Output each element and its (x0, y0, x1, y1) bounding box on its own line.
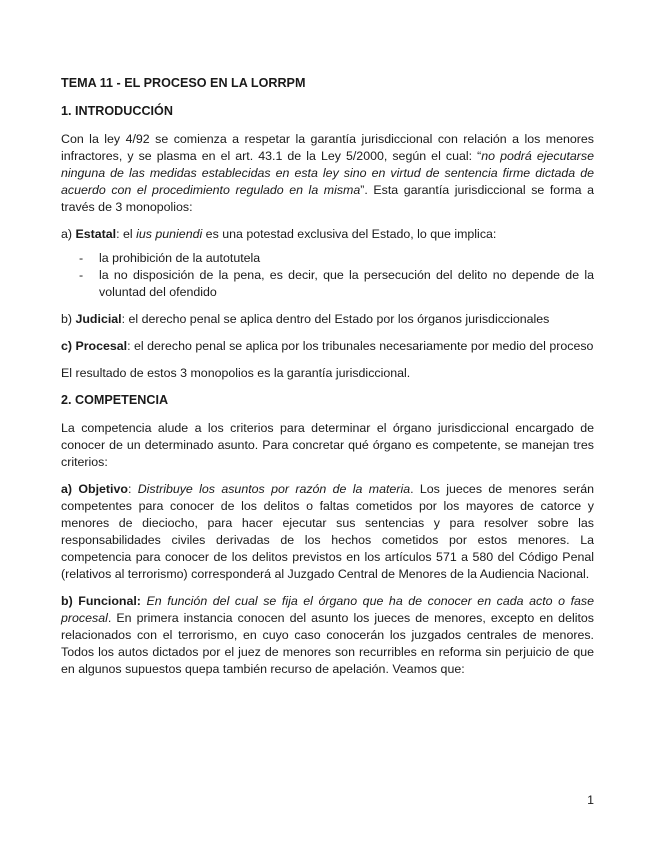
document-title: TEMA 11 - EL PROCESO EN LA LORRPM (61, 76, 306, 90)
list-item (61, 267, 594, 301)
objetivo-label: a) Objetivo (61, 482, 128, 496)
estatal-label: Estatal (75, 227, 117, 241)
list-item (61, 250, 594, 267)
intro-paragraph (61, 131, 594, 216)
list-item-text: la prohibición de la autotutela (99, 251, 261, 265)
funcional-text: . En primera instancia conocen del asunto los jueces de menores, excepto en delitos relacionados con el terrorismo, en cuyo caso conocerán los juzgados centrales de menores. Todos los autos dictados por el juez de menores son recurribles en reforma sin perjuicio de que en algunos supuestos quepa también recurso de apelación. Veamos que: (61, 611, 594, 676)
estatal-term: ius puniendi (136, 227, 203, 241)
document-page (61, 75, 594, 688)
page-number: 1 (587, 793, 594, 807)
objetivo-definition: Distribuye los asuntos por razón de la materia (137, 482, 411, 496)
dash-bullet-icon: - (79, 268, 84, 282)
objetivo-sep: : (127, 482, 138, 496)
estatal-bullet-list (61, 250, 594, 301)
judicial-text: : el derecho penal se aplica dentro del Estado por los órganos jurisdiccionales (121, 312, 550, 326)
judicial-label: Judicial (75, 312, 122, 326)
procesal-text: : el derecho penal se aplica por los tribunales necesariamente por medio del proceso (127, 339, 594, 353)
judicial-prefix: b) (61, 312, 76, 326)
monopolio-procesal (61, 338, 594, 355)
funcional-label: b) Funcional: (61, 594, 141, 608)
intro-result: El resultado de estos 3 monopolios es la garantía jurisdiccional. (61, 366, 411, 380)
funcional-definition: En función del cual se fija el órgano que ha de conocer en cada acto o fase procesal (61, 594, 595, 625)
criterio-objetivo (61, 481, 594, 583)
procesal-label: c) Procesal (61, 339, 128, 353)
monopolio-estatal (61, 226, 594, 243)
list-item-text: la no disposición de la pena, es decir, que la persecución del delito no depende de la voluntad del ofendido (99, 268, 594, 299)
estatal-text-2: es una potestad exclusiva del Estado, lo que implica: (202, 227, 497, 241)
intro-text-2: ”. Esta garantía jurisdiccional se forma a través de 3 monopolios: (61, 183, 594, 214)
criterio-funcional (61, 593, 594, 678)
section-heading-introduccion: 1. INTRODUCCIÓN (61, 104, 173, 118)
dash-bullet-icon: - (79, 251, 84, 265)
intro-quote: no podrá ejecutarse ninguna de las medidas establecidas en esta ley sino en virtud de sentencia firme dictada de acuerdo con el procedimiento regulado en la misma (61, 149, 595, 197)
competencia-paragraph: La competencia alude a los criterios para determinar el órgano jurisdiccional encargado de conocer de un determinado asunto. Para concretar qué órgano es competente, se manejan tres criterios: (61, 421, 594, 469)
monopolio-judicial (61, 311, 594, 328)
objetivo-text: . Los jueces de menores serán competentes para conocer de los delitos o faltas cometidos por los mayores de catorce y menores de dieciocho, para hacer ejecutar sus sentencias y para resolver sobre las responsabilidades civiles derivadas de los hechos cometidos por estos menores. La competencia para conocer de los delitos previstos en los artículos 571 a 580 del Código Penal (relativos al terrorismo) corresponderá al Juzgado Central de Menores de la Audiencia Nacional. (61, 482, 595, 581)
section-heading-competencia: 2. COMPETENCIA (61, 393, 169, 407)
estatal-prefix: a) (61, 227, 76, 241)
estatal-text-1: : el (116, 227, 137, 241)
intro-text-1: Con la ley 4/92 se comienza a respetar la garantía jurisdiccional con relación a los menores infractores, y se plasma en el art. 43.1 de la Ley 5/2000, según el cual: “ (61, 132, 594, 163)
